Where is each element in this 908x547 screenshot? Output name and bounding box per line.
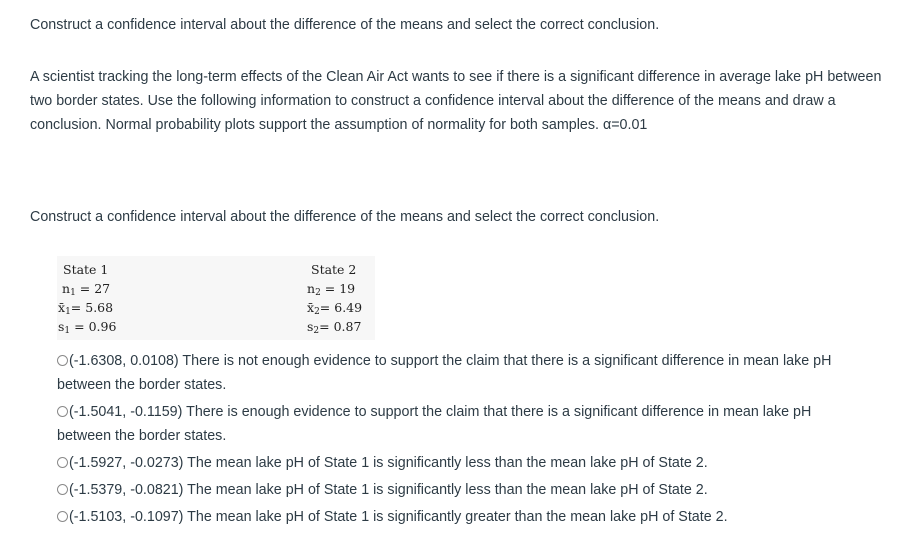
question-heading: Construct a confidence interval about the difference of the means and select the correct conclusion. (30, 17, 660, 33)
radio-button[interactable] (57, 484, 68, 495)
option-text-continued: between the border states. (57, 377, 227, 393)
radio-button[interactable] (57, 457, 68, 468)
answer-option-3[interactable] (57, 451, 897, 475)
state-1-column (57, 260, 116, 336)
answer-option-4[interactable] (57, 478, 897, 502)
radio-button[interactable] (57, 511, 68, 522)
radio-button[interactable] (57, 406, 68, 417)
state-2-sd: $s_2= 0.87$ (307, 319, 362, 336)
question-instruction: Construct a confidence interval about the difference of the means and select the correct conclusion. (30, 209, 660, 225)
data-table (57, 256, 375, 340)
state-1-n: $n_1 = 27$ (62, 281, 111, 298)
state-2-mean: $x̄_2= 6.49$ (307, 300, 363, 317)
state-2-n: $n_2 = 19$ (307, 281, 356, 298)
option-text: (-1.5927, -0.0273) The mean lake pH of State 1 is significantly less than the mean lake pH of State 2. (69, 455, 708, 471)
state-1-mean: $x̄_1= 5.68$ (58, 300, 114, 317)
answer-option-2[interactable] (57, 400, 897, 448)
option-text: (-1.5103, -0.1097) The mean lake pH of State 1 is significantly greater than the mean lake pH of State 2. (69, 509, 728, 525)
radio-button[interactable] (57, 355, 68, 366)
state-1-title: State 1 (63, 262, 109, 277)
answer-option-1[interactable] (57, 349, 897, 397)
question-intro: A scientist tracking the long-term effects of the Clean Air Act wants to see if there is a significant difference in average lake pH between two border states. Use the following information to construct a confidence interval about the difference of the means and draw a conclusion. Normal probability plots support the assumption of normality for both samples. α=0.01 (30, 69, 882, 133)
answer-option-5[interactable] (57, 505, 897, 529)
option-text: (-1.5379, -0.0821) The mean lake pH of State 1 is significantly less than the mean lake pH of State 2. (69, 482, 708, 498)
state-2-column (307, 260, 362, 336)
state-2-title: State 2 (311, 262, 357, 277)
answer-options (57, 349, 897, 532)
option-text-continued: between the border states. (57, 428, 227, 444)
option-text: (-1.6308, 0.0108) There is not enough evidence to support the claim that there is a significant difference in mean lake pH (69, 353, 832, 369)
option-text: (-1.5041, -0.1159) There is enough evidence to support the claim that there is a significant difference in mean lake pH (69, 404, 812, 420)
state-1-sd: $s_1 = 0.96$ (58, 319, 117, 336)
